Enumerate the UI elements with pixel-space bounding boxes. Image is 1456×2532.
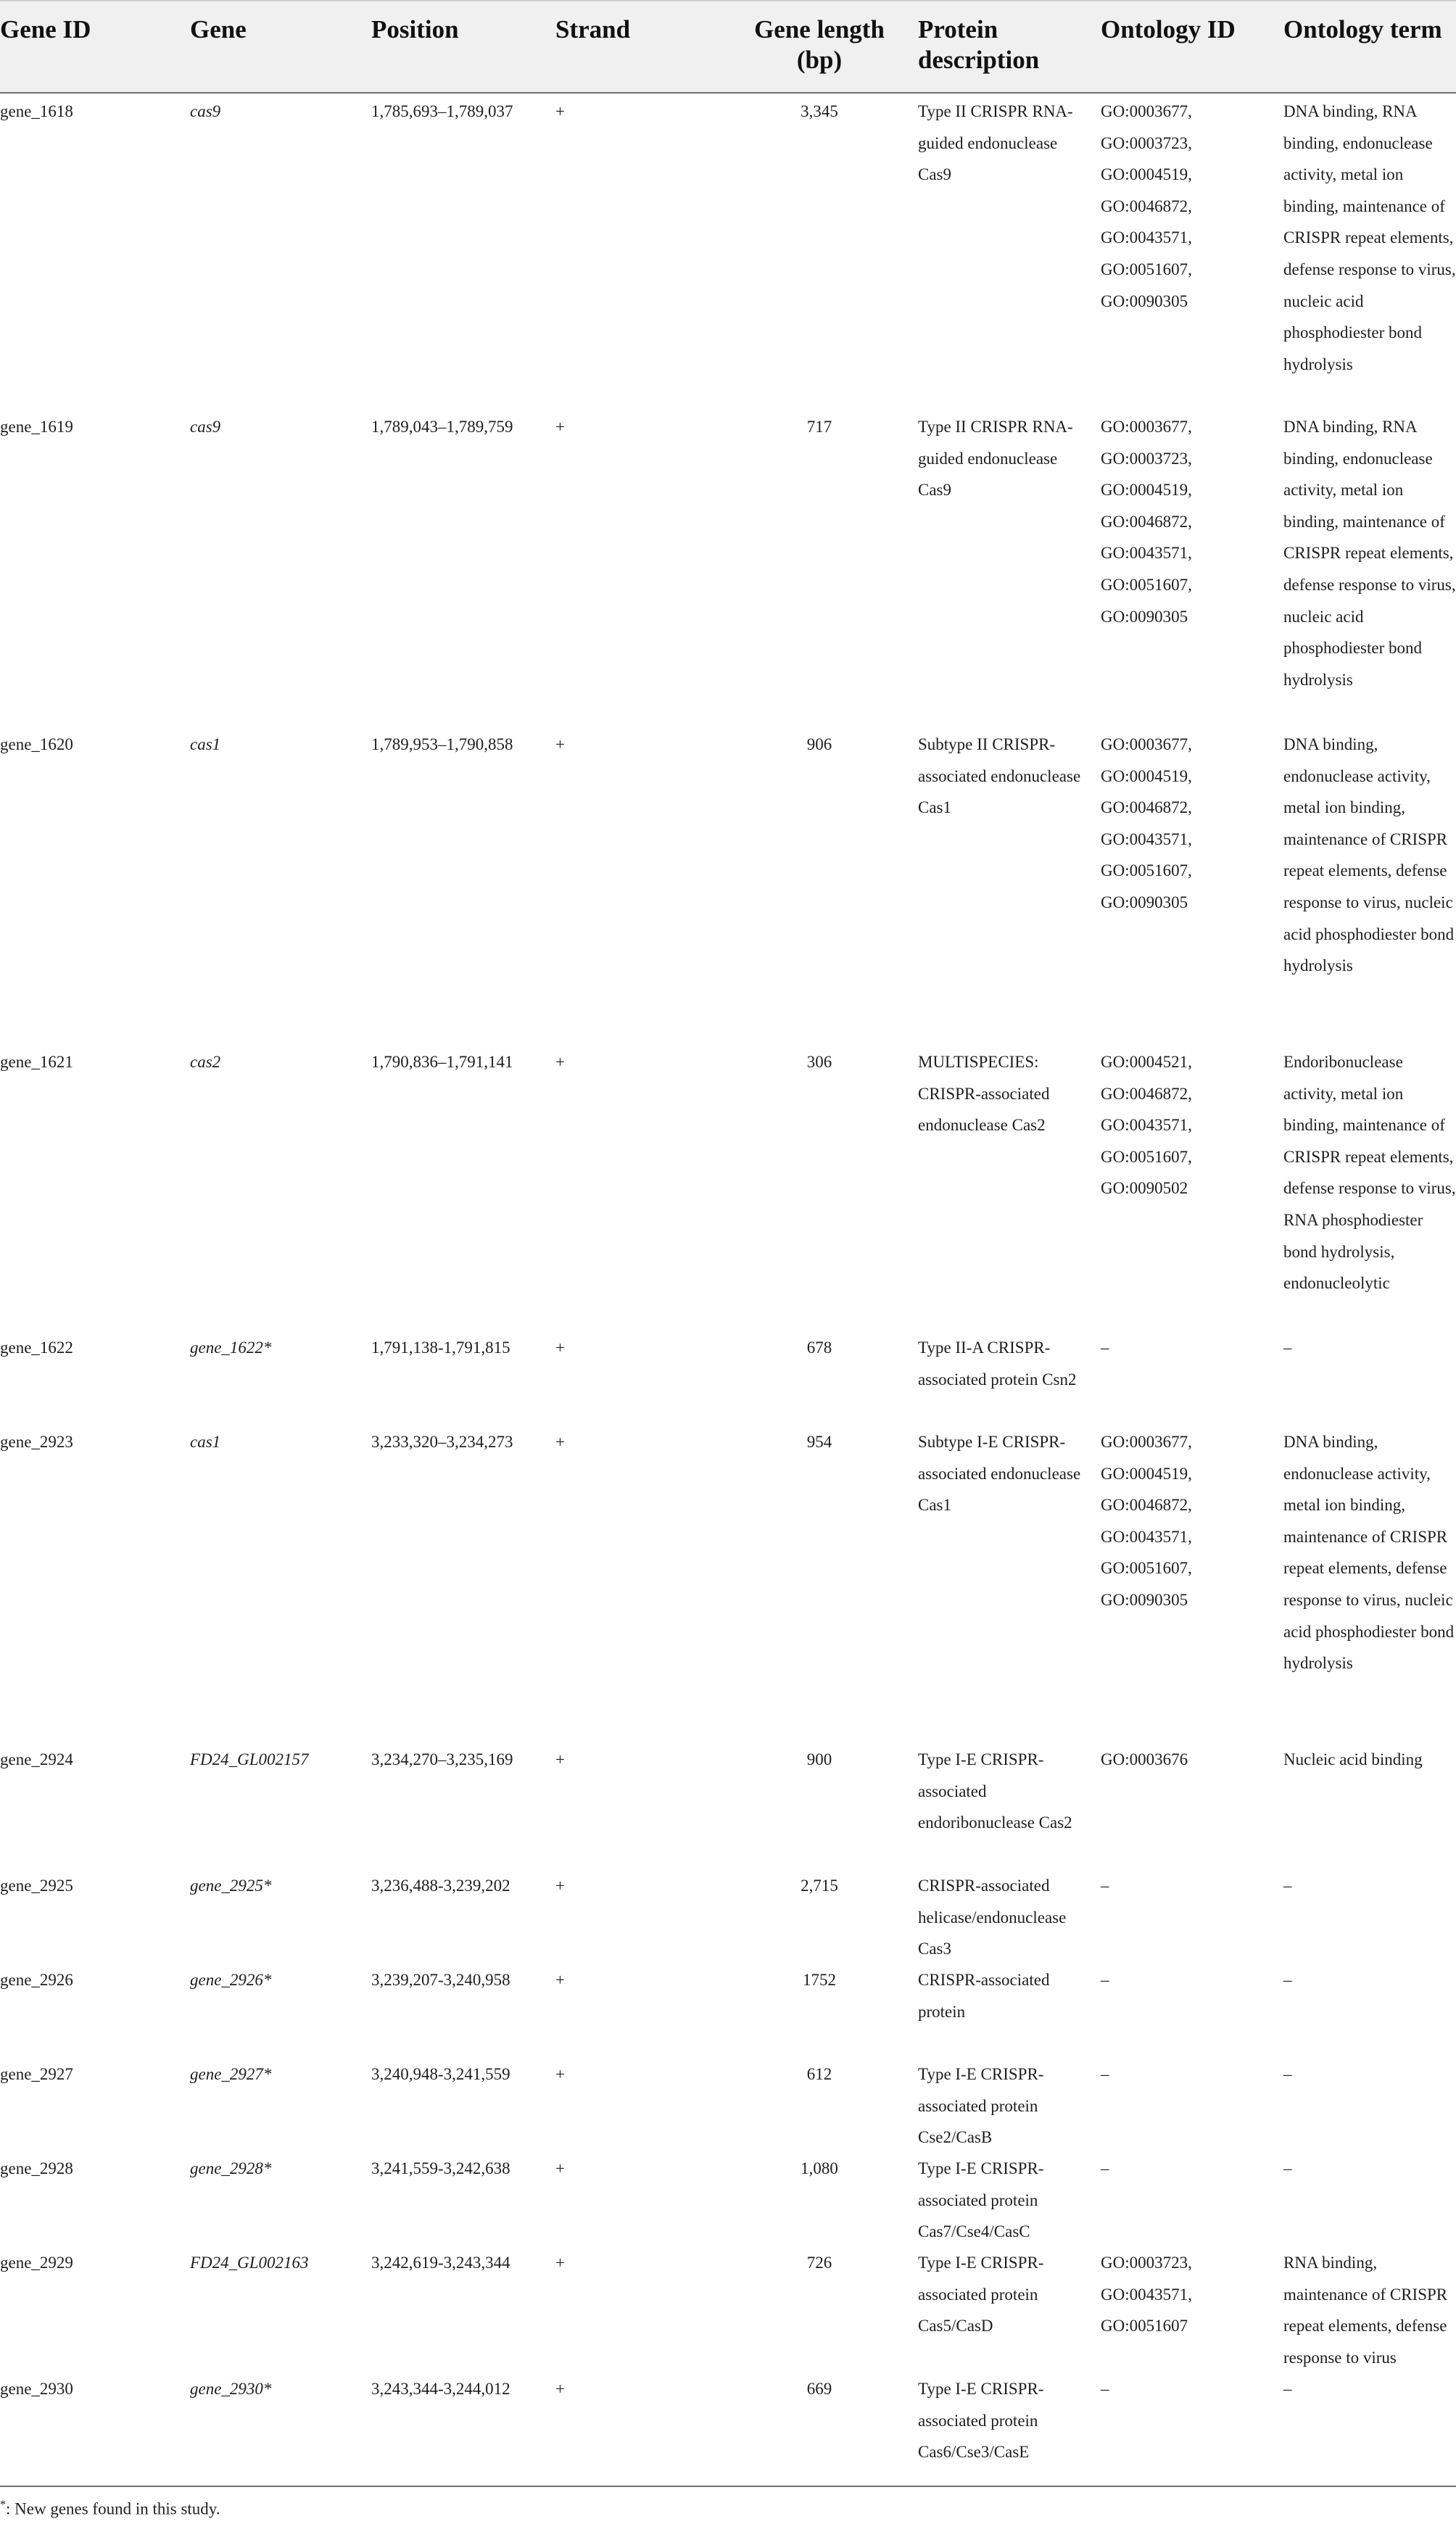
cell-protein-description: Type I-E CRISPR-associated protein Cas6/Cse3/CasE (918, 2380, 1044, 2462)
cell-ontology-id: – (1101, 1877, 1109, 1895)
cell-ontology-term: – (1283, 2159, 1292, 2177)
cell-ontology-term: Endoribonuclease activity, metal ion binding, maintenance of CRISPR repeat elements, defense response to virus, RNA phosphodiester bond hydrolysis, endonucleolytic (1283, 1053, 1456, 1293)
cell-ontology-term: DNA binding, endonuclease activity, metal ion binding, maintenance of CRISPR repeat elements, defense response to virus, nucleic acid phosphodiester bond hydrolysis (1283, 1433, 1455, 1673)
cell-protein-description: Subtype I-E CRISPR-associated endonuclease Cas1 (918, 1433, 1081, 1515)
cell-strand: + (555, 1750, 565, 1768)
cell-protein-description: Type II CRISPR RNA-guided endonuclease Cas9 (918, 102, 1073, 184)
cell-ontology-term: RNA binding, maintenance of CRISPR repeat elements, defense response to virus (1283, 2254, 1448, 2367)
cell-gene-id: gene_2930 (0, 2380, 73, 2398)
cell-gene: cas1 (190, 1433, 221, 1451)
cell-ontology-term: – (1283, 1339, 1292, 1357)
header-gene-length: Gene length (bp) (754, 15, 885, 74)
cell-position: 1,790,836–1,791,141 (371, 1053, 513, 1071)
cell-gene-id: gene_2924 (0, 1750, 73, 1768)
cell-position: 3,242,619-3,243,344 (371, 2254, 510, 2272)
cell-strand: + (555, 2065, 565, 2083)
cell-ontology-id: – (1101, 2159, 1109, 2177)
cell-strand: + (555, 1053, 565, 1071)
cell-gene: gene_2926* (190, 1971, 272, 1989)
cell-gene: FD24_GL002157 (190, 1750, 309, 1768)
cell-gene: gene_1622* (190, 1339, 272, 1357)
cell-protein-description: Subtype II CRISPR-associated endonuclease Cas1 (918, 735, 1081, 817)
footnote-text: : New genes found in this study. (6, 2499, 220, 2518)
cell-protein-description: CRISPR-associated helicase/endonuclease Cas3 (918, 1877, 1067, 1958)
cell-protein-description: Type II CRISPR RNA-guided endonuclease Cas9 (918, 418, 1073, 500)
footnote (0, 2494, 220, 2520)
cell-gene: gene_2930* (190, 2380, 272, 2398)
cell-ontology-term: – (1283, 1877, 1292, 1895)
cell-gene-length: 906 (806, 735, 832, 753)
cell-position: 1,789,043–1,789,759 (371, 418, 513, 436)
cell-strand: + (555, 2380, 565, 2398)
cell-gene: FD24_GL002163 (190, 2254, 309, 2272)
cell-position: 1,785,693–1,789,037 (371, 102, 513, 120)
cell-ontology-term: DNA binding, endonuclease activity, metal ion binding, maintenance of CRISPR repeat elements, defense response to virus, nucleic acid phosphodiester bond hydrolysis (1283, 735, 1455, 975)
cell-gene-id: gene_2923 (0, 1433, 73, 1451)
cell-ontology-id: – (1101, 2065, 1109, 2083)
cell-ontology-id: GO:0004521, GO:0046872, GO:0043571, GO:0051607, GO:0090502 (1101, 1053, 1192, 1198)
cell-position: 1,791,138-1,791,815 (371, 1339, 510, 1357)
cell-gene-id: gene_2928 (0, 2159, 73, 2177)
cell-gene: cas9 (190, 418, 221, 436)
cell-ontology-id: – (1101, 1339, 1109, 1357)
cell-gene-length: 2,715 (801, 1877, 838, 1895)
header-gene: Gene (190, 15, 247, 44)
header-rule (0, 92, 1456, 94)
top-rule (0, 0, 1456, 1)
cell-position: 3,234,270–3,235,169 (371, 1750, 513, 1768)
cell-gene: gene_2925* (190, 1877, 272, 1895)
cell-gene-length: 306 (806, 1053, 832, 1071)
cell-ontology-id: GO:0003677, GO:0003723, GO:0004519, GO:0046872, GO:0043571, GO:0051607, GO:0090305 (1101, 102, 1192, 310)
cell-strand: + (555, 2159, 565, 2177)
cell-ontology-term: – (1283, 2065, 1292, 2083)
cell-strand: + (555, 1339, 565, 1357)
cell-gene: cas2 (190, 1053, 221, 1071)
cell-protein-description: Type I-E CRISPR-associated protein Cse2/CasB (918, 2065, 1044, 2147)
cell-gene-id: gene_1619 (0, 418, 73, 436)
header-strand: Strand (555, 15, 631, 44)
cell-ontology-id: GO:0003677, GO:0003723, GO:0004519, GO:0046872, GO:0043571, GO:0051607, GO:0090305 (1101, 418, 1192, 626)
cell-gene-length: 717 (806, 418, 832, 436)
cell-gene-id: gene_1622 (0, 1339, 73, 1357)
cell-position: 1,789,953–1,790,858 (371, 735, 513, 753)
header-gene-id: Gene ID (0, 15, 91, 44)
cell-position: 3,240,948-3,241,559 (371, 2065, 510, 2083)
cell-ontology-term: DNA binding, RNA binding, endonuclease activity, metal ion binding, maintenance of CRISPR repeat elements, defense response to virus, nucleic acid phosphodiester bond hydrolysis (1283, 102, 1456, 373)
cell-ontology-id: GO:0003676 (1101, 1750, 1188, 1768)
cell-strand: + (555, 1877, 565, 1895)
cell-gene-id: gene_2927 (0, 2065, 73, 2083)
header-protein-description: Protein description (918, 15, 1040, 74)
cell-position: 3,233,320–3,234,273 (371, 1433, 513, 1451)
cell-gene-length: 612 (806, 2065, 832, 2083)
cell-strand: + (555, 418, 565, 436)
cell-protein-description: Type I-E CRISPR-associated protein Cas5/CasD (918, 2254, 1044, 2336)
header-ontology-term: Ontology term (1283, 15, 1442, 44)
cell-strand: + (555, 1971, 565, 1989)
cell-protein-description: Type I-E CRISPR-associated protein Cas7/Cse4/CasC (918, 2159, 1044, 2241)
cell-ontology-id: GO:0003677, GO:0004519, GO:0046872, GO:0043571, GO:0051607, GO:0090305 (1101, 1433, 1192, 1609)
cell-gene-length: 3,345 (801, 102, 838, 120)
cell-protein-description: MULTISPECIES: CRISPR-associated endonuclease Cas2 (918, 1053, 1050, 1135)
cell-ontology-term: – (1283, 1971, 1292, 1989)
cell-ontology-term: DNA binding, RNA binding, endonuclease activity, metal ion binding, maintenance of CRISPR repeat elements, defense response to virus, nucleic acid phosphodiester bond hydrolysis (1283, 418, 1456, 689)
cell-position: 3,239,207-3,240,958 (371, 1971, 510, 1989)
cell-gene-length: 669 (806, 2380, 832, 2398)
cell-gene-length: 900 (806, 1750, 832, 1768)
cell-protein-description: Type II-A CRISPR-associated protein Csn2 (918, 1339, 1077, 1389)
cell-gene-id: gene_1620 (0, 735, 73, 753)
cell-protein-description: CRISPR-associated protein (918, 1971, 1050, 2021)
bottom-rule (0, 2486, 1456, 2487)
cell-position: 3,236,488-3,239,202 (371, 1877, 510, 1895)
cell-strand: + (555, 102, 565, 120)
cell-gene-id: gene_2925 (0, 1877, 73, 1895)
cell-gene-length: 1752 (803, 1971, 836, 1989)
cell-ontology-id: GO:0003723, GO:0043571, GO:0051607 (1101, 2254, 1192, 2336)
cell-ontology-id: – (1101, 2380, 1109, 2398)
cell-strand: + (555, 2254, 565, 2272)
cell-gene: gene_2927* (190, 2065, 272, 2083)
cell-gene-id: gene_2929 (0, 2254, 73, 2272)
cell-gene-length: 954 (806, 1433, 832, 1451)
header-ontology-id: Ontology ID (1101, 15, 1236, 44)
cell-gene-id: gene_1621 (0, 1053, 73, 1071)
cell-gene-length: 726 (806, 2254, 832, 2272)
cell-gene-length: 1,080 (801, 2159, 838, 2177)
cell-gene: cas9 (190, 102, 221, 120)
cell-gene: gene_2928* (190, 2159, 272, 2177)
cell-strand: + (555, 735, 565, 753)
cell-gene-id: gene_2926 (0, 1971, 73, 1989)
cell-ontology-id: GO:0003677, GO:0004519, GO:0046872, GO:0043571, GO:0051607, GO:0090305 (1101, 735, 1192, 911)
cell-gene-id: gene_1618 (0, 102, 73, 120)
cell-protein-description: Type I-E CRISPR-associated endoribonuclease Cas2 (918, 1750, 1072, 1832)
table-header (0, 0, 1456, 93)
cell-ontology-term: – (1283, 2380, 1292, 2398)
cell-strand: + (555, 1433, 565, 1451)
cell-position: 3,241,559-3,242,638 (371, 2159, 510, 2177)
header-position: Position (371, 15, 459, 44)
cell-ontology-term: Nucleic acid binding (1283, 1750, 1423, 1768)
cell-position: 3,243,344-3,244,012 (371, 2380, 510, 2398)
footnote-marker: * (0, 2499, 6, 2511)
cell-gene: cas1 (190, 735, 221, 753)
cell-ontology-id: – (1101, 1971, 1109, 1989)
cell-gene-length: 678 (806, 1339, 832, 1357)
